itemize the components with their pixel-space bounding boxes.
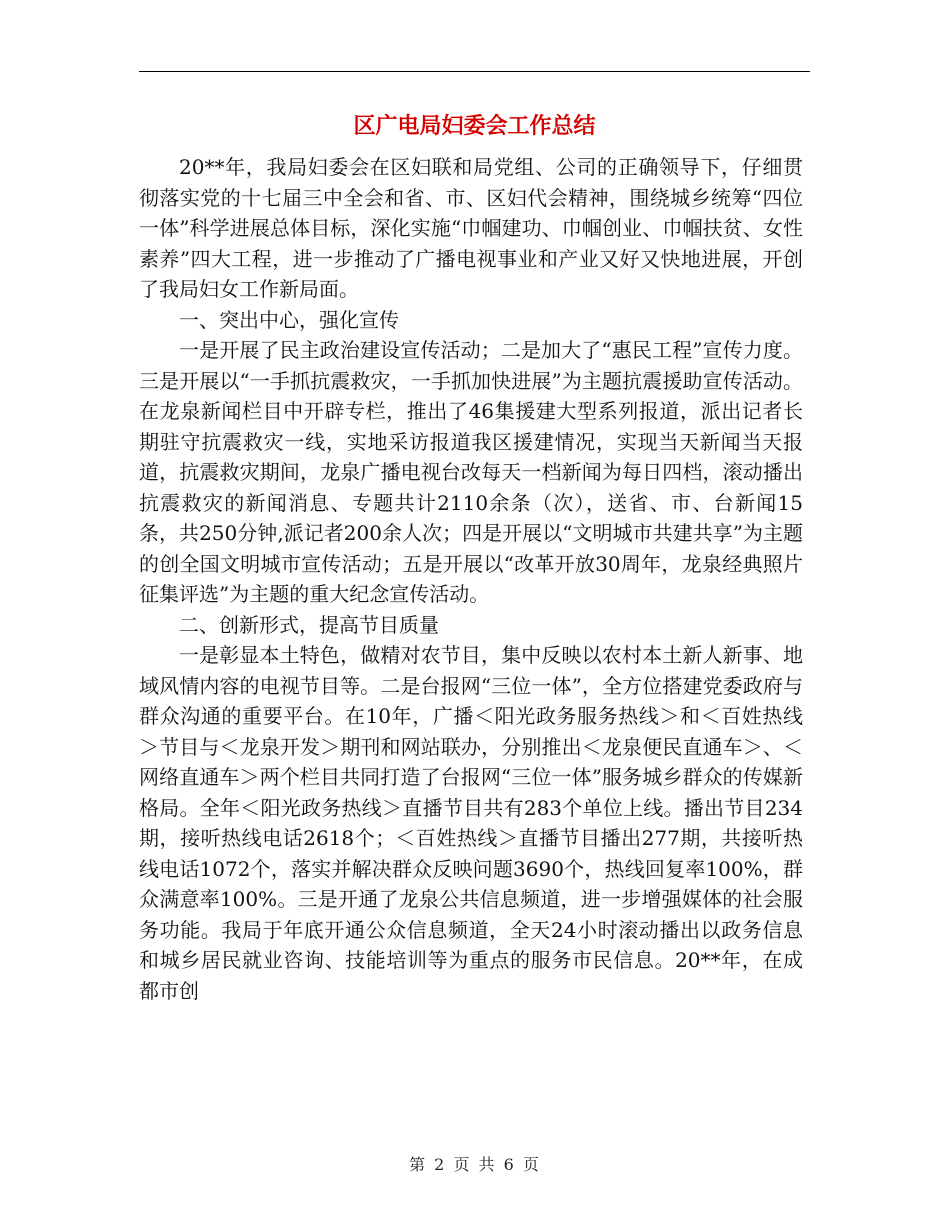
page-footer: 第 2 页 共 6 页	[409, 1155, 541, 1174]
header-rule	[139, 71, 810, 72]
paragraph-intro: 20**年，我局妇委会在区妇联和局党组、公司的正确领导下，仔细贯彻落实党的十七届三中全会和省、市、区妇代会精神，围绕城乡统筹“四位一体”科学进展总体目标，深化实施“巾帼建功、巾帼创业、巾帼扶贫、女性素养”四大工程，进一步推动了广播电视事业和产业又好又快地进展，开创了我局妇女工作新局面。	[139, 155, 803, 301]
section-heading-2: 二、创新形式，提高节目质量	[179, 612, 439, 637]
document-title: 区广电局妇委会工作总结	[353, 113, 596, 139]
section-heading-1: 一、突出中心，强化宣传	[179, 307, 399, 332]
document-body	[139, 152, 803, 1006]
paragraph-section-2: 一是彰显本土特色，做精对农节目，集中反映以农村本土新人新事、地域风情内容的电视节目等。二是台报网“三位一体”，全方位搭建党委政府与群众沟通的重要平台。在10年，广播＜阳光政务服务热线＞和＜百姓热线＞节目与＜龙泉开发＞期刊和网站联办，分别推出＜龙泉便民直通车＞、＜网络直通车＞两个栏目共同打造了台报网“三位一体”服务城乡群众的传媒新格局。全年＜阳光政务热线＞直播节目共有283个单位上线。播出节目234期，接听热线电话2618个；＜百姓热线＞直播节目播出277期，共接听热线电话1072个，落实并解决群众反映问题3690个，热线回复率100%，群众满意率100%。三是开通了龙泉公共信息频道，进一步增强媒体的社会服务功能。我局于年底开通公众信息频道，全天24小时滚动播出以政务信息和城乡居民就业咨询、技能培训等为重点的服务市民信息。20**年，在成都市创	[139, 643, 803, 1003]
paragraph-section-1: 一是开展了民主政治建设宣传活动；二是加大了“惠民工程”宣传力度。三是开展以“一手抓抗震救灾，一手抓加快进展”为主题抗震援助宣传活动。在龙泉新闻栏目中开辟专栏，推出了46集援建大型系列报道，派出记者长期驻守抗震救灾一线，实地采访报道我区援建情况，实现当天新闻当天报道，抗震救灾期间，龙泉广播电视台改每天一档新闻为每日四档，滚动播出抗震救灾的新闻消息、专题共计2110余条（次），送省、市、台新闻15条，共250分钟,派记者200余人次；四是开展以“文明城市共建共享”为主题的创全国文明城市宣传活动；五是开展以“改革开放30周年，龙泉经典照片征集评选”为主题的重大纪念宣传活动。	[139, 338, 803, 606]
